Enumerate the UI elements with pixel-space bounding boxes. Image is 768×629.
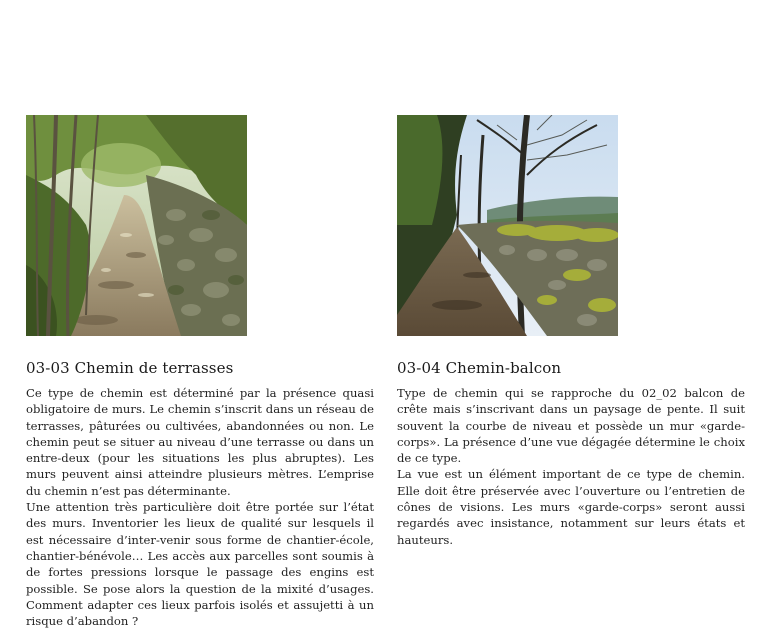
section-chemin-balcon xyxy=(397,115,745,548)
forest-path-stone-wall-photo xyxy=(26,115,247,336)
section-body xyxy=(26,385,374,629)
paragraph: Ce type de chemin est déterminé par la présence quasi obligatoire de murs. Le chemin s’inscrit dans un réseau de terrasses, pâturées ou cultivées, abandonnées ou non. Le chemin peut se situer au niveau d’une terrasse ou dans un entre-deux (pour les situations les plus abruptes). Les murs peuvent ainsi atteindre plusieurs mètres. L’emprise du chemin n’est pas déterminante. xyxy=(26,386,374,498)
section-chemin-de-terrasses xyxy=(26,115,374,629)
section-title: 03-04 Chemin-balcon xyxy=(397,359,562,377)
paragraph: Une attention très particulière doit être portée sur l’état des murs. Inventorier les lieux de qualité sur lesquels il est nécessaire d’inter-venir sous forme de chantier-école, chantier-bénévole… Les accès aux parcelles sont soumis à de fortes pressions lorsque le passage des engins est possible. Se pose alors la question de la mixité d’usages. Comment adapter ces lieux parfois isolés et assujetti à un risque d’abandon ? xyxy=(26,500,374,629)
paragraph: Type de chemin qui se rapproche du 02_02 balcon de crête mais s’inscrivant dans un paysage de pente. Il suit souvent la courbe de niveau et possède un mur «garde-corps». La présence d’une vue dégagée détermine le choix de ce type. xyxy=(397,386,745,466)
section-body xyxy=(397,385,745,548)
section-title: 03-03 Chemin de terrasses xyxy=(26,359,234,377)
paragraph: La vue est un élément important de ce type de chemin. Elle doit être préservée avec l’ouverture ou l’entretien de cônes de visions. Les murs «garde-corps» seront aussi regardés avec insistance, notamment sur leurs états et hauteurs. xyxy=(397,467,745,547)
balcony-path-mossy-wall-photo xyxy=(397,115,618,336)
